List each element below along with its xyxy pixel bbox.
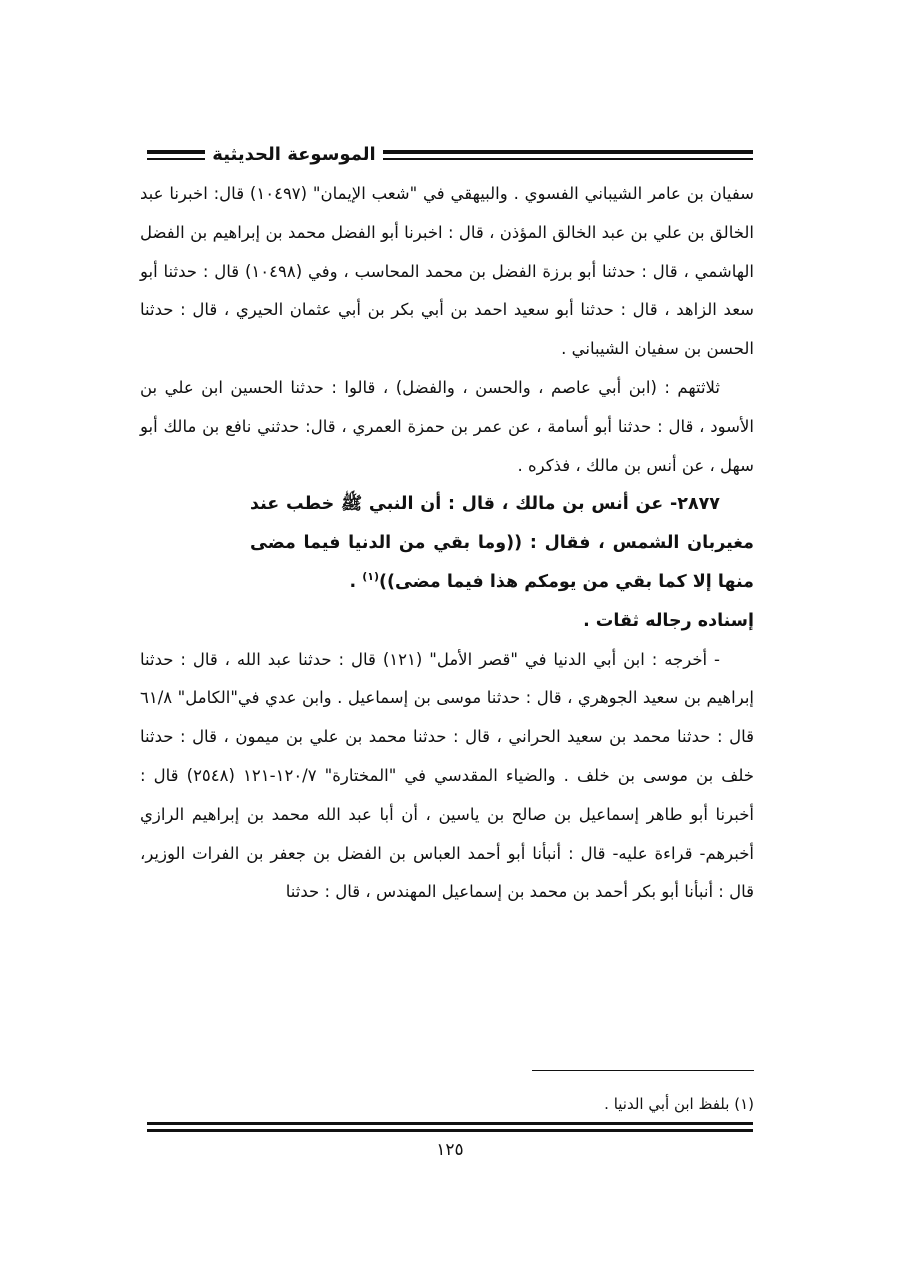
footnote-ref[interactable]: (١): [362, 570, 379, 584]
footer-rule: [147, 1122, 753, 1132]
header-rule-right: [383, 150, 753, 160]
paragraph-3: - أخرجه : ابن أبي الدنيا في "قصر الأمل" (١٢١) قال : حدثنا عبد الله ، قال : حدثنا إبراهيم بن سعيد الجوهري ، قال : حدثنا موسى بن إسماعيل . وابن عدي في"الكامل" ٦١/٨ قال : حدثنا محمد بن سعيد الحراني ، قال : حدثنا محمد بن علي بن ميمون ، قال : حدثنا خلف بن موسى بن خلف . والضياء المقدسي في "المختارة" ١٢٠/٧-١٢١ (٢٥٤٨) قال : أخبرنا أبو طاهر إسماعيل بن صالح بن ياسين ، أن أبا عبد الله محمد بن إبراهيم الرازي أخبرهم- قراءة عليه- قال : أنبأنا أبو أحمد العباس بن الفضل بن جعفر بن الفرات الوزير، قال : أنبأنا أبو بكر أحمد بن محمد بن إسماعيل المهندس ، قال : حدثنا: [140, 649, 754, 902]
header-rule-left: [147, 150, 205, 160]
main-text: [140, 175, 754, 912]
paragraph-1: سفيان بن عامر الشيباني الفسوي . والبيهقي في "شعب الإيمان" (١٠٤٩٧) قال: اخبرنا عبد الخالق بن علي بن عبد الخالق المؤذن ، قال : اخبرنا أبو الفضل محمد بن إبراهيم بن الفضل الهاشمي ، قال : حدثنا أبو برزة الفضل بن محمد المحاسب ، وفي (١٠٤٩٨) قال : حدثنا أبو سعد الزاهد ، قال : حدثنا أبو سعيد احمد بن أبي بكر بن أبي عثمان الحيري ، قال : حدثنا الحسن بن سفيان الشيباني .: [140, 184, 754, 359]
paragraph-2: ثلاثتهم : (ابن أبي عاصم ، والحسن ، والفضل) ، قالوا : حدثنا الحسين ابن علي بن الأسود ، قال : حدثنا أبو أسامة ، عن عمر بن حمزة العمري ، قال: حدثني نافع بن مالك أبو سهل ، عن أنس بن مالك ، فذكره .: [140, 377, 754, 475]
isnad-grade: إسناده رجاله ثقات .: [583, 610, 754, 631]
footnote-separator: [532, 1070, 754, 1071]
page-header: [147, 140, 753, 170]
hadith-text: [140, 485, 754, 601]
page-number: ١٢٥: [436, 1140, 464, 1160]
footnote: (١) بلفظ ابن أبي الدنيا .: [604, 1095, 754, 1113]
running-title: الموسوعة الحديثية: [212, 144, 376, 165]
hadith-end: .: [349, 571, 363, 592]
hadith-body: ٢٨٧٧- عن أنس بن مالك ، قال : أن النبي ﷺ خطب عند مغيربان الشمس ، فقال : ((وما بقي من الدنيا فيما مضى منها إلا كما بقي من يومكم هذا فيما مضى)): [250, 494, 754, 592]
